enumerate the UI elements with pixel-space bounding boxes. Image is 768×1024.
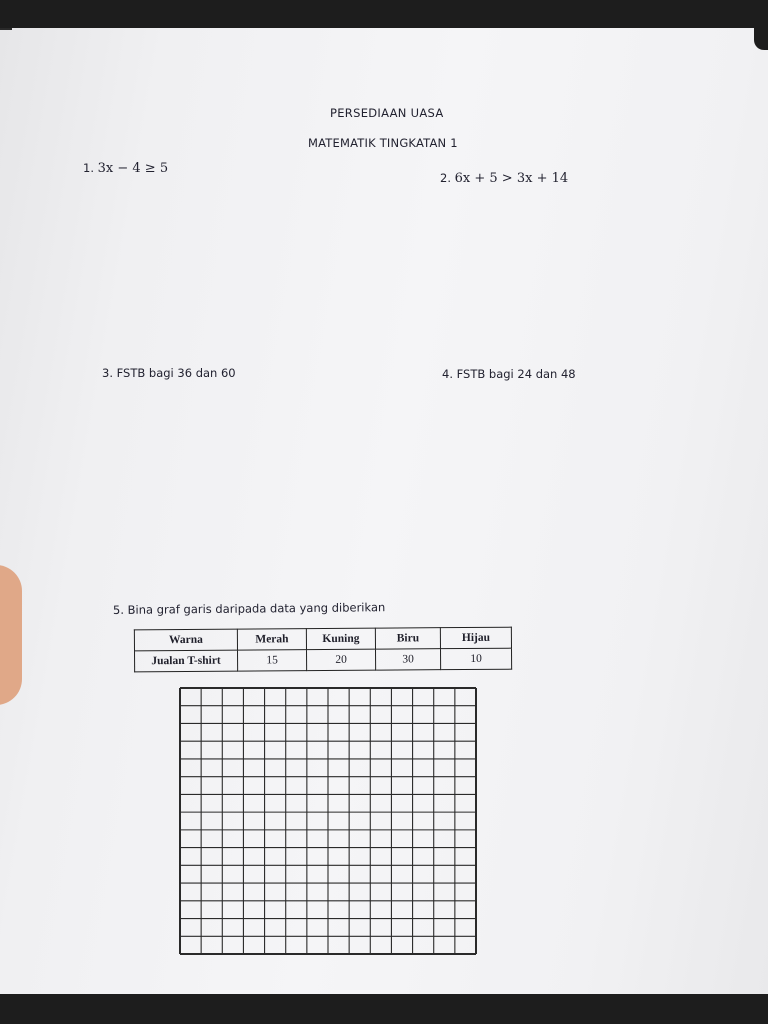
table-cell: 20 [307,649,376,670]
table-cell: 15 [238,650,307,671]
question-2-expression: 6x + 5 > 3x + 14 [454,171,569,186]
table-cell: 30 [375,649,440,670]
question-3: 3. FSTB bagi 36 dan 60 [102,366,236,380]
graph-paper-grid [178,686,478,956]
question-2 [440,171,568,186]
worksheet-title: PERSEDIAAN UASA [330,106,444,120]
table-header-row [134,627,511,651]
table-header-cell: Hijau [440,627,511,648]
table-row-label: Jualan T-shirt [135,650,238,672]
data-table [134,627,512,673]
worksheet-subtitle: MATEMATIK TINGKATAN 1 [308,136,458,150]
table-header-cell: Warna [134,629,237,651]
page-corner-shadow [754,28,768,50]
page-edge-mark [0,28,12,30]
question-5: 5. Bina graf garis daripada data yang diberikan [112,600,386,617]
question-4: 4. FSTB bagi 24 dan 48 [442,367,576,381]
table-cell: 10 [440,648,511,669]
table-header-cell: Kuning [306,628,375,649]
finger-holding-page [0,565,22,705]
question-2-number: 2. [440,171,451,185]
table-header-cell: Merah [237,629,306,650]
question-1 [83,161,168,176]
question-1-expression: 3x − 4 ≥ 5 [97,161,169,176]
table-header-cell: Biru [375,628,440,649]
question-1-number: 1. [83,161,94,175]
table-row [135,648,512,672]
